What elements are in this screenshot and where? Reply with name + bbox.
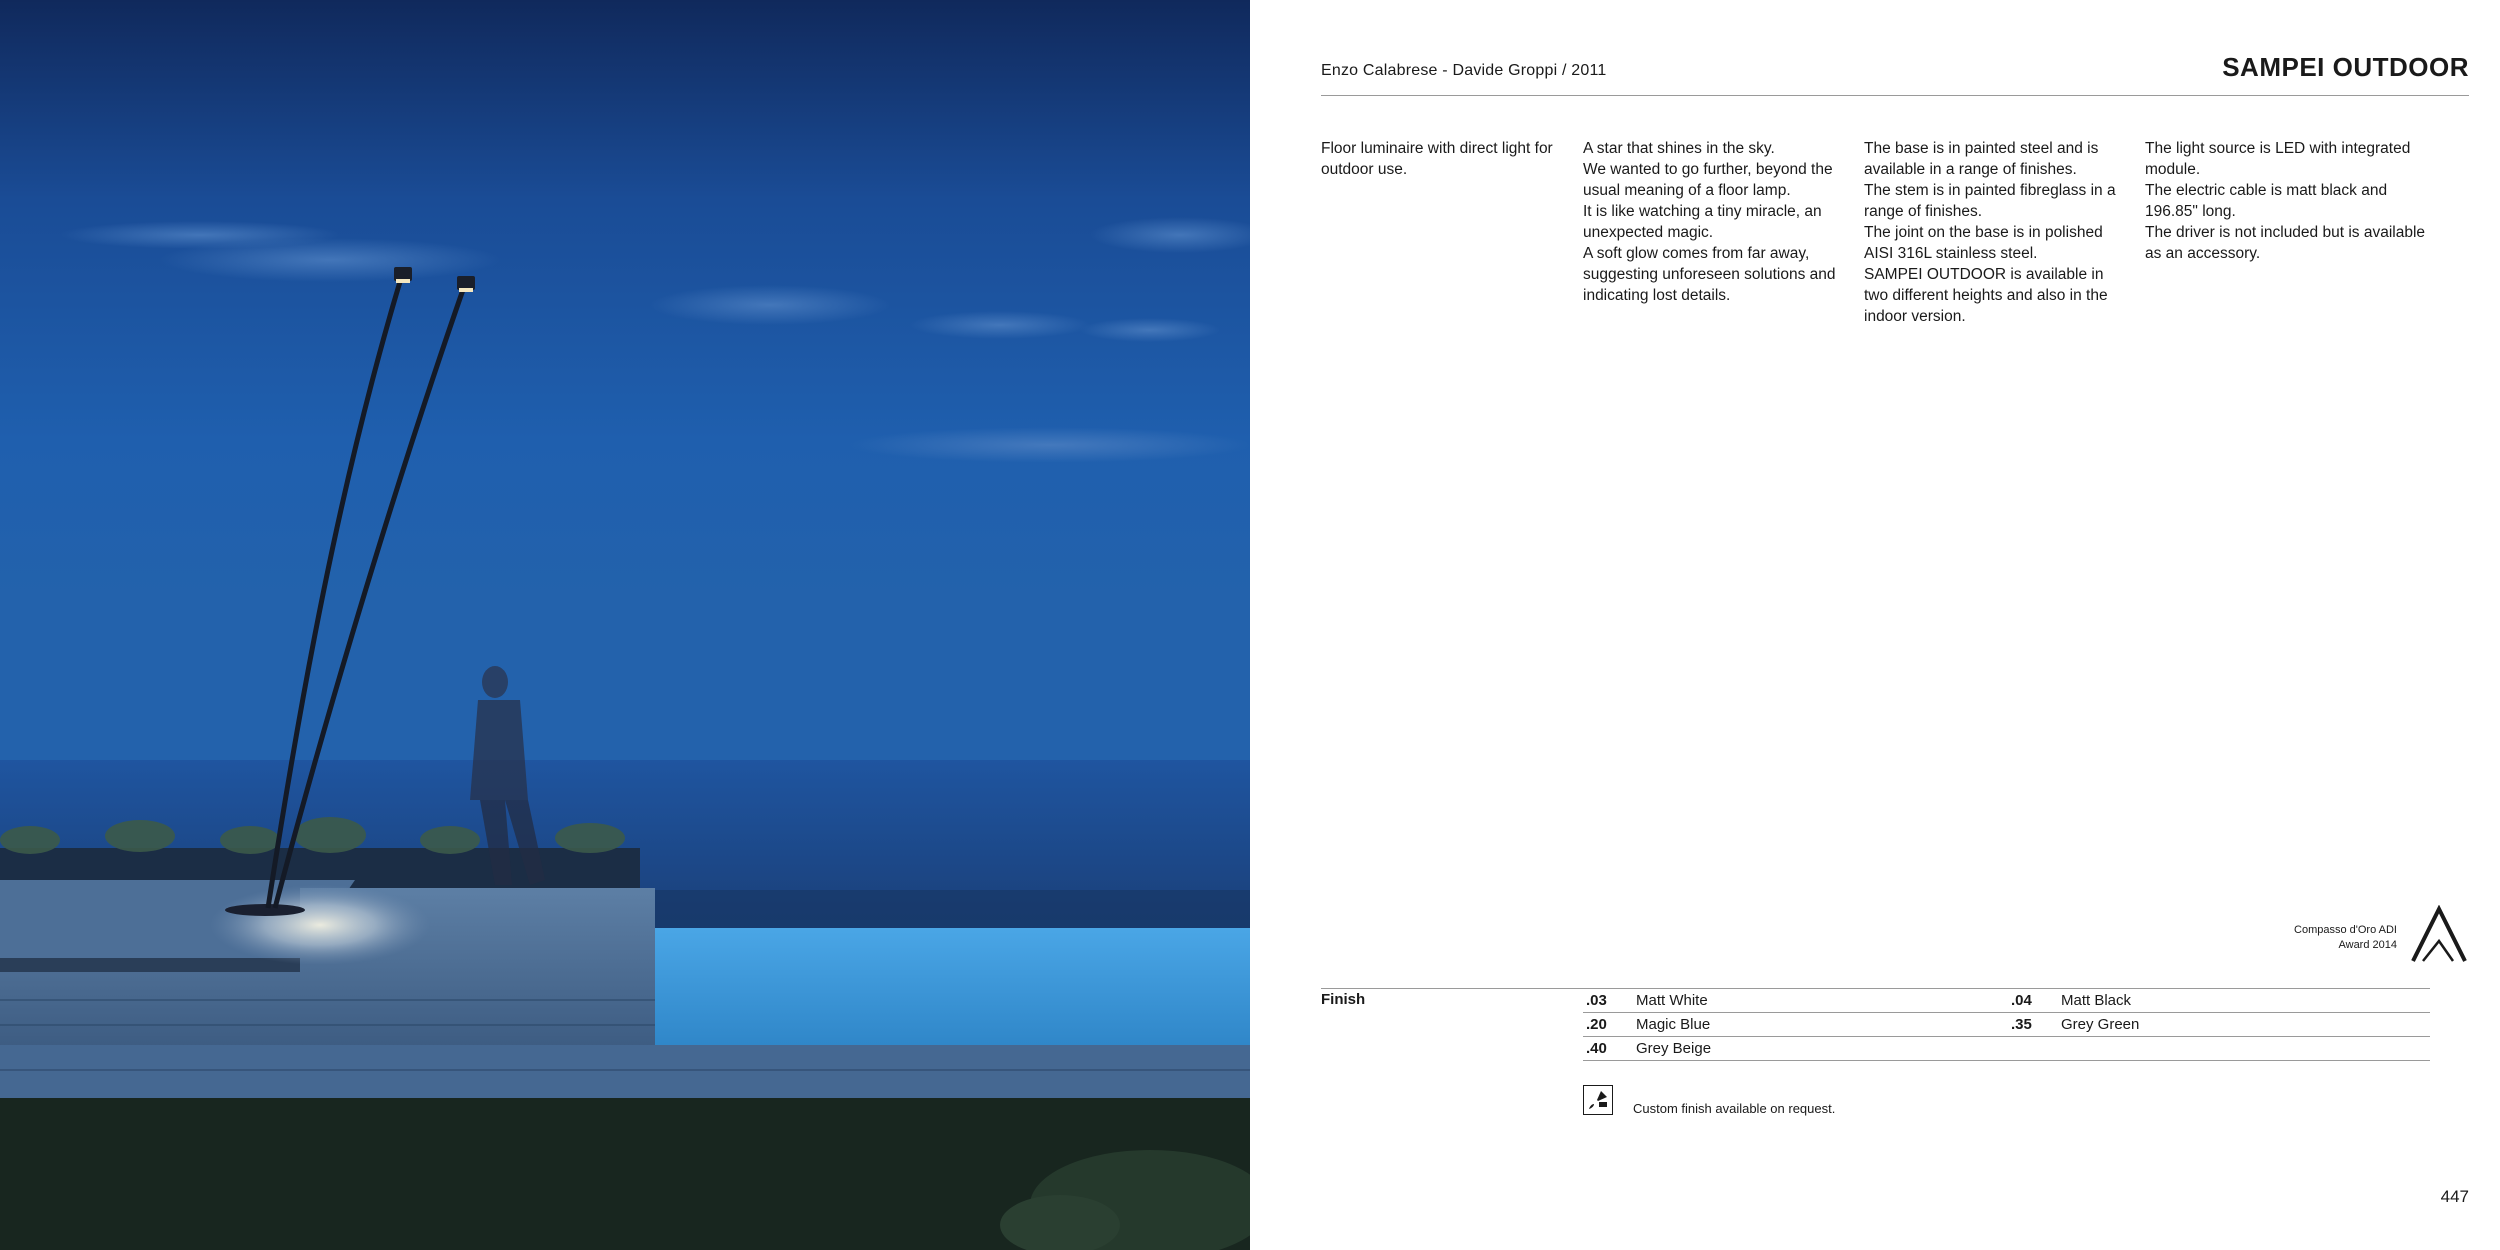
award-year: Award 2014: [2338, 938, 2397, 951]
finish-table: [1583, 988, 2430, 1061]
finish-name: Grey Green: [2061, 1016, 2140, 1033]
finish-name: Grey Beige: [1636, 1040, 1712, 1057]
award-badge: [2294, 905, 2469, 970]
table-row: [1583, 988, 2430, 1013]
table-row: [1583, 1037, 2430, 1061]
product-title: SAMPEI OUTDOOR: [2222, 52, 2469, 82]
custom-finish-text: Custom finish available on request.: [1633, 1101, 1836, 1116]
catalog-page: [1250, 0, 2500, 1250]
description-column-1: [1321, 138, 1566, 180]
finish-option: [1583, 1040, 1711, 1057]
description-column-3: [1864, 138, 2119, 327]
finish-name: Matt White: [1636, 992, 1708, 1009]
description-text: The base is in painted steel and is available in a range of finishes.: [1864, 140, 2099, 178]
finish-option: [1583, 992, 1708, 1009]
header-divider: [1321, 95, 2469, 96]
custom-finish-note: [1583, 1083, 1835, 1116]
finish-option: [1583, 1016, 1710, 1033]
description-text: The light source is LED with integrated module.: [2145, 140, 2411, 178]
description-text: SAMPEI OUTDOOR is available in two different heights and also in the indoor version.: [1864, 266, 2108, 325]
finish-code: .04: [2011, 992, 2032, 1009]
finish-option: [2008, 1016, 2139, 1033]
description-text: The driver is not included but is available as an accessory.: [2145, 224, 2426, 262]
finish-code: .20: [1586, 1016, 1607, 1033]
description-column-2: [1583, 138, 1838, 306]
description-text: We wanted to go further, beyond the usual meaning of a floor lamp.: [1583, 161, 1833, 199]
finish-name: Matt Black: [2061, 992, 2132, 1009]
compasso-doro-logo-icon: [2409, 905, 2469, 970]
description-column-4: [2145, 138, 2430, 264]
description-text: The stem is in painted fibreglass in a range of finishes.: [1864, 182, 2116, 220]
description-text: The joint on the base is in polished AISI 316L stainless steel.: [1864, 224, 2103, 262]
table-row: [1583, 1013, 2430, 1037]
finish-label: Finish: [1321, 991, 1366, 1008]
designers-credit: Enzo Calabrese - Davide Groppi / 2011: [1321, 62, 1607, 79]
finish-divider: [1321, 988, 1583, 989]
finish-code: .35: [2011, 1016, 2032, 1033]
finish-option: [2008, 992, 2131, 1009]
finish-code: .40: [1586, 1040, 1607, 1057]
finish-code: .03: [1586, 992, 1607, 1009]
description-text: It is like watching a tiny miracle, an unexpected magic.: [1583, 203, 1822, 241]
award-name: Compasso d'Oro ADI: [2294, 923, 2397, 936]
description-text: The electric cable is matt black and 196.85" long.: [2145, 182, 2388, 220]
description-text: A star that shines in the sky.: [1583, 140, 1775, 157]
description-text: Floor luminaire with direct light for outdoor use.: [1321, 140, 1553, 178]
page-number: 447: [2440, 1187, 2469, 1206]
award-text: [2294, 923, 2397, 953]
description-text: A soft glow comes from far away, suggesting unforeseen solutions and indicating lost details.: [1583, 245, 1836, 304]
paint-brush-icon: [1583, 1085, 1613, 1115]
finish-name: Magic Blue: [1636, 1016, 1711, 1033]
